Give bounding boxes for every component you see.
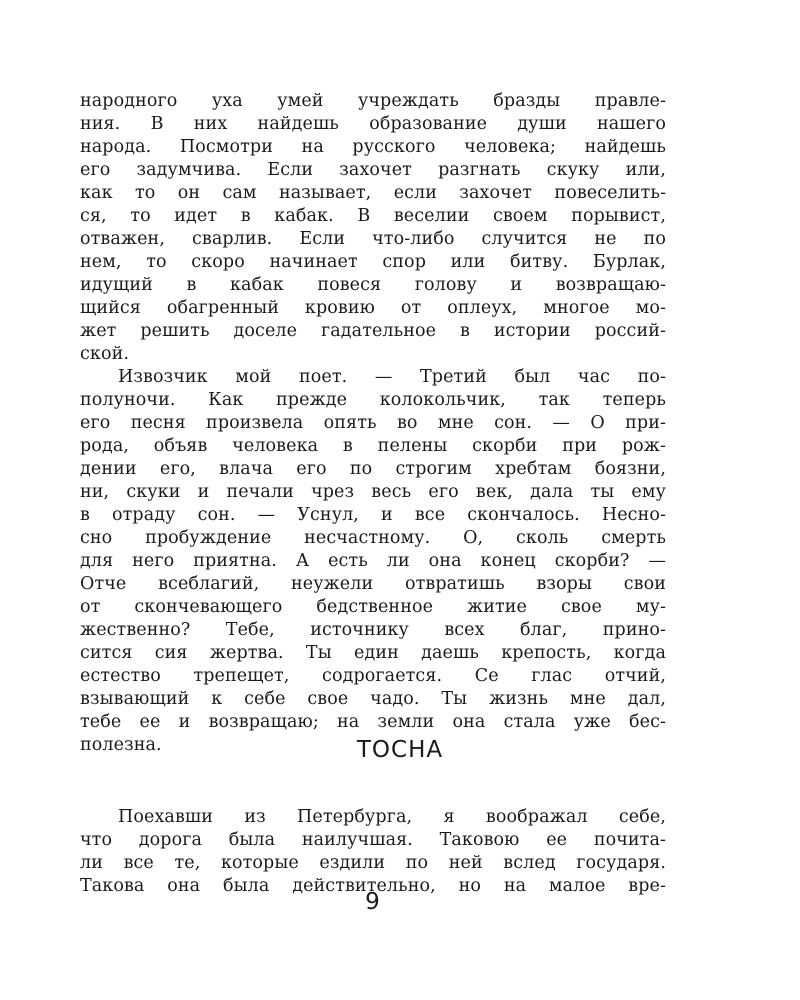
text-line: ской. <box>80 344 130 364</box>
text-line: жет решить доселе гадательное в истории россий- <box>80 321 666 341</box>
text-block-top <box>80 90 666 757</box>
text-line: идущий в кабак повеся голову и возвращаю- <box>80 275 666 295</box>
text-line: ся, то идет в кабак. В веселии своем порывист, <box>80 206 666 226</box>
text-line: отважен, сварлив. Если что-либо случится не по <box>80 229 666 249</box>
text-line: ни, скуки и печали чрез весь его век, дала ты ему <box>80 482 666 502</box>
text-line: взывающий к себе свое чадо. Ты жизнь мне дал, <box>80 689 666 709</box>
text-line: его песня произвела опять во мне сон. — О при- <box>80 413 666 433</box>
text-line: народа. Посмотри на русского человека; найдешь <box>80 137 666 157</box>
text-line: рода, объяв человека в пелены скорби при рож- <box>80 436 666 456</box>
text-line: тебе ее и возвращаю; на земли она стала уже бес- <box>80 712 666 732</box>
text-line: ли все те, которые ездили по ней вслед государя. <box>80 853 666 873</box>
text-line: нем, то скоро начинает спор или битву. Бурлак, <box>80 252 666 272</box>
text-line: ния. В них найдешь образование души нашего <box>80 114 666 134</box>
text-line: Поехавши из Петербурга, я воображал себе, <box>118 807 666 827</box>
text-line: жественно? Тебе, источнику всех благ, прино- <box>80 620 666 640</box>
text-line: как то он сам называет, если захочет повеселить- <box>80 183 666 203</box>
text-line: дении его, влача его по строгим хребтам боязни, <box>80 459 666 479</box>
text-line: от скончевающего бедственное житие свое му- <box>80 597 666 617</box>
text-line: щийся обагренный кровию от оплеух, многое мо- <box>80 298 666 318</box>
text-line: Извозчик мой поет. — Третий был час по- <box>118 367 666 387</box>
text-line: сно пробуждение несчастному. О, сколь смерть <box>80 528 666 548</box>
text-line: народного уха умей учреждать бразды правле- <box>80 91 666 111</box>
text-line: естество трепещет, содрогается. Се глас отчий, <box>80 666 666 686</box>
text-block-bottom <box>80 806 666 898</box>
text-line: что дорога была наилучшая. Таковою ее почита- <box>80 830 666 850</box>
text-line: полуночи. Как прежде колокольчик, так теперь <box>80 390 666 410</box>
text-line: полезна. <box>80 735 162 755</box>
text-line: его задумчива. Если захочет разгнать скуку или, <box>80 160 666 180</box>
text-line: Отче всеблагий, неужели отвратишь взоры свои <box>80 574 666 594</box>
text-line: в отраду сон. — Уснул, и все скончалось. Несно- <box>80 505 666 525</box>
text-line: сится сия жертва. Ты един даешь крепость, когда <box>80 643 666 663</box>
text-line: для него приятна. А есть ли она конец скорби? — <box>80 551 666 571</box>
text-line: Такова она была действительно, но на малое вре- <box>80 876 666 896</box>
section-heading: ТОСНА <box>356 737 444 763</box>
page-number: 9 <box>365 889 380 915</box>
